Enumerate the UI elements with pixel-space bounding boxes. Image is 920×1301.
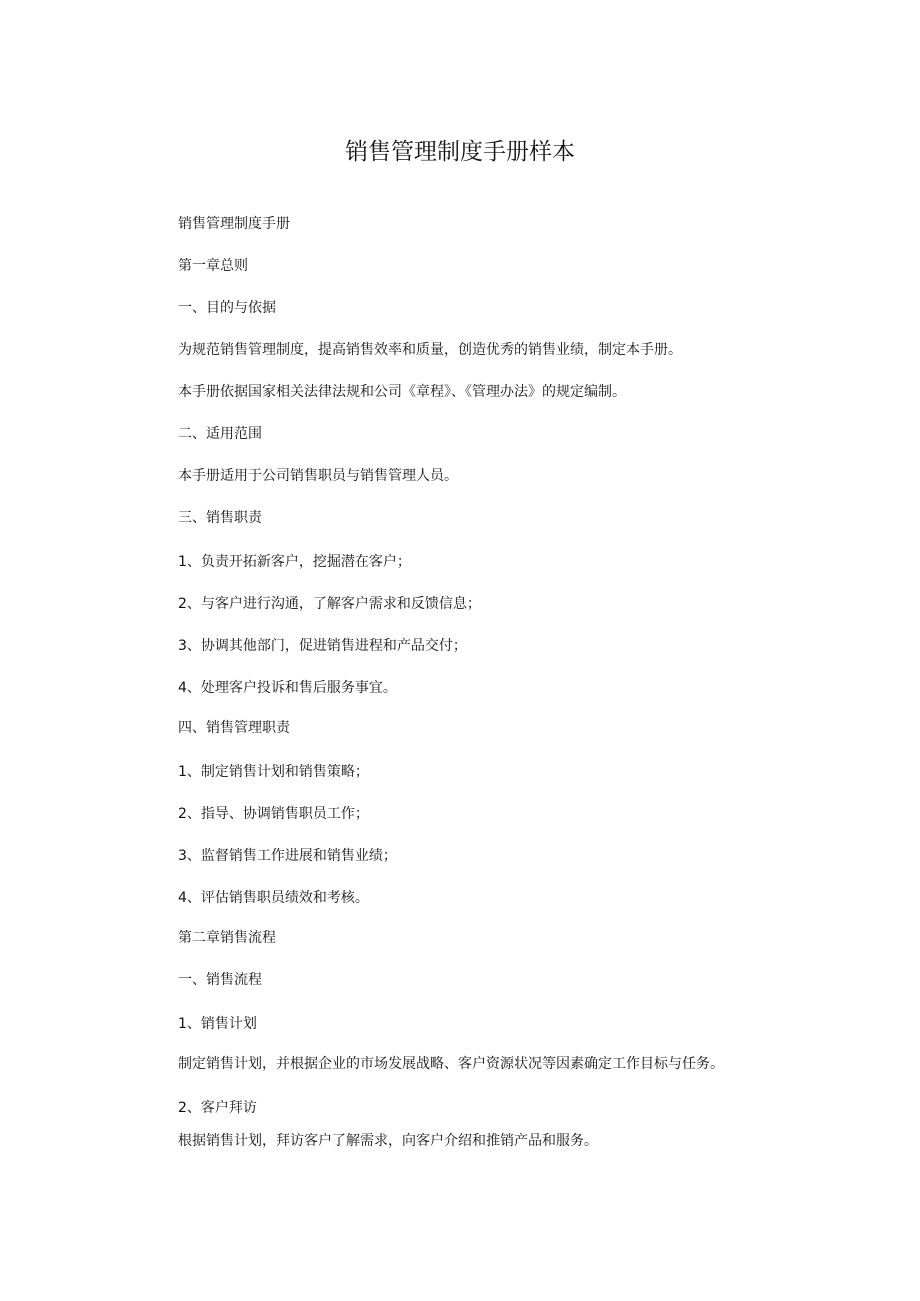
paragraph: 为规范销售管理制度，提高销售效率和质量，创造优秀的销售业绩，制定本手册。 [178, 342, 682, 358]
list-item: 1、负责开拓新客户，挖掘潜在客户； [178, 554, 411, 570]
subsection-heading: 2、客户拜访 [178, 1100, 257, 1116]
chapter-heading: 第二章销售流程 [178, 930, 276, 946]
list-item: 2、指导、协调销售职员工作； [178, 806, 369, 822]
section-heading: 四、销售管理职责 [178, 720, 290, 736]
section-heading: 一、目的与依据 [178, 300, 276, 316]
paragraph: 本手册依据国家相关法律法规和公司《章程》、《管理办法》的规定编制。 [178, 384, 626, 400]
section-heading: 一、销售流程 [178, 972, 262, 988]
subsection-heading: 1、销售计划 [178, 1016, 257, 1032]
list-item: 3、协调其他部门，促进销售进程和产品交付； [178, 638, 467, 654]
list-item: 2、与客户进行沟通，了解客户需求和反馈信息； [178, 596, 481, 612]
manual-heading: 销售管理制度手册 [178, 216, 290, 232]
section-heading: 三、销售职责 [178, 510, 262, 526]
chapter-heading: 第一章总则 [178, 258, 248, 274]
document-title: 销售管理制度手册样本 [345, 139, 575, 165]
section-heading: 二、适用范围 [178, 426, 262, 442]
list-item: 1、制定销售计划和销售策略； [178, 764, 369, 780]
paragraph: 本手册适用于公司销售职员与销售管理人员。 [178, 468, 458, 484]
list-item: 4、处理客户投诉和售后服务事宜。 [178, 680, 397, 696]
paragraph: 制定销售计划，并根据企业的市场发展战略、客户资源状况等因素确定工作目标与任务。 [178, 1056, 724, 1072]
list-item: 3、监督销售工作进展和销售业绩； [178, 848, 397, 864]
list-item: 4、评估销售职员绩效和考核。 [178, 890, 369, 906]
paragraph: 根据销售计划，拜访客户了解需求，向客户介绍和推销产品和服务。 [178, 1133, 598, 1149]
